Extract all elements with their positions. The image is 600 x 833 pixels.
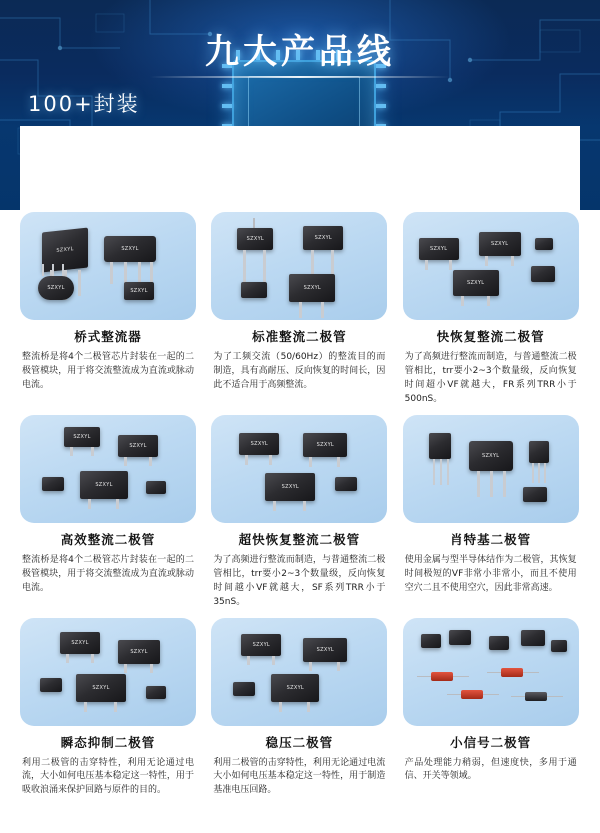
product-grid <box>20 212 580 798</box>
product-desc: 为了高频进行整流而制造，与普通整流二极管相比，trr要小2~3个数量级，反向恢复时间超小VF就越大，FR系列TRR小于500nS。 <box>404 352 577 404</box>
product-card[interactable] <box>403 212 579 407</box>
page-title: 九大产品线 <box>205 32 395 72</box>
product-name: 快恢复整流二极管 <box>436 329 545 344</box>
product-name: 超快恢复整流二极管 <box>238 531 361 547</box>
product-name: 高效整流二极管 <box>60 531 156 547</box>
product-desc: 整流桥是将4个二极管芯片封装在一起的二极管模块，用于将交流整流成为直流或脉动电流。 <box>22 352 194 390</box>
header-banner <box>0 0 600 210</box>
ultrafast-recovery-rectifier-photo: SZXYL SZXYL SZXYL <box>211 415 387 523</box>
product-desc: 利用二极管的击穿特性，利用无论通过电流，大小如何电压基本稳定这一特性，用于吸收浪涌来保护回路与原件的目的。 <box>22 757 194 796</box>
product-card[interactable] <box>20 618 196 799</box>
product-card[interactable] <box>211 415 387 610</box>
fast-recovery-rectifier-photo: SZXYL SZXYL SZXYL <box>403 212 579 320</box>
header-white-panel <box>20 126 580 210</box>
product-card[interactable] <box>211 618 387 799</box>
schottky-diode-photo: SZXYL <box>403 415 579 523</box>
product-card[interactable] <box>211 212 387 407</box>
bridge-rectifier-photo: SZXYL SZXYL SZXYL SZXYL <box>20 212 196 320</box>
product-card[interactable] <box>403 415 579 610</box>
product-desc: 为了高频进行整流而制造，与普通整流二极管相比，trr要小2~3个数量级，反向恢复时间越小VF就越大，SF系列TRR小于35nS。 <box>213 554 386 607</box>
product-name: 标准整流二极管 <box>252 329 347 344</box>
product-desc: 整流桥是将4个二极管芯片封装在一起的二极管模块，用于将交流整流成为直流或脉动电流。 <box>22 554 194 593</box>
product-desc: 产品处理能力稍弱，但速度快，多用于通信、开关等领域。 <box>404 757 577 782</box>
standard-rectifier-photo: SZXYL SZXYL SZXYL <box>211 212 387 320</box>
header-subtitle: 100+封装 <box>28 92 140 116</box>
product-desc: 利用二极管的击穿特性，利用无论通过电流大小如何电压基本稳定这一特性，用于制造基准电压回路。 <box>213 757 386 796</box>
high-efficiency-rectifier-photo: SZXYL SZXYL SZXYL <box>20 415 196 523</box>
product-card[interactable] <box>403 618 579 799</box>
product-name: 肖特基二极管 <box>450 531 532 547</box>
small-signal-diode-photo <box>403 618 579 726</box>
product-name: 小信号二极管 <box>450 734 532 750</box>
product-name: 稳压二极管 <box>265 734 334 750</box>
product-desc: 为了工频交流（50/60Hz）的整流目的而制造，具有高耐压、反向恢复的时间长，因此不适合用于高频整流。 <box>213 352 386 390</box>
tvs-diode-photo: SZXYL SZXYL SZXYL <box>20 618 196 726</box>
title-divider <box>150 76 450 78</box>
zener-diode-photo: SZXYL SZXYL SZXYL <box>211 618 387 726</box>
product-name: 桥式整流器 <box>74 329 142 344</box>
product-card[interactable] <box>20 415 196 610</box>
product-card[interactable] <box>20 212 196 407</box>
product-name: 瞬态抑制二极管 <box>60 734 156 750</box>
product-desc: 使用金属与型半导体结作为二极管，其恢复时间极短的VF非常小非常小，而且不使用空穴二且不使用空穴，因此非常高速。 <box>404 554 577 593</box>
